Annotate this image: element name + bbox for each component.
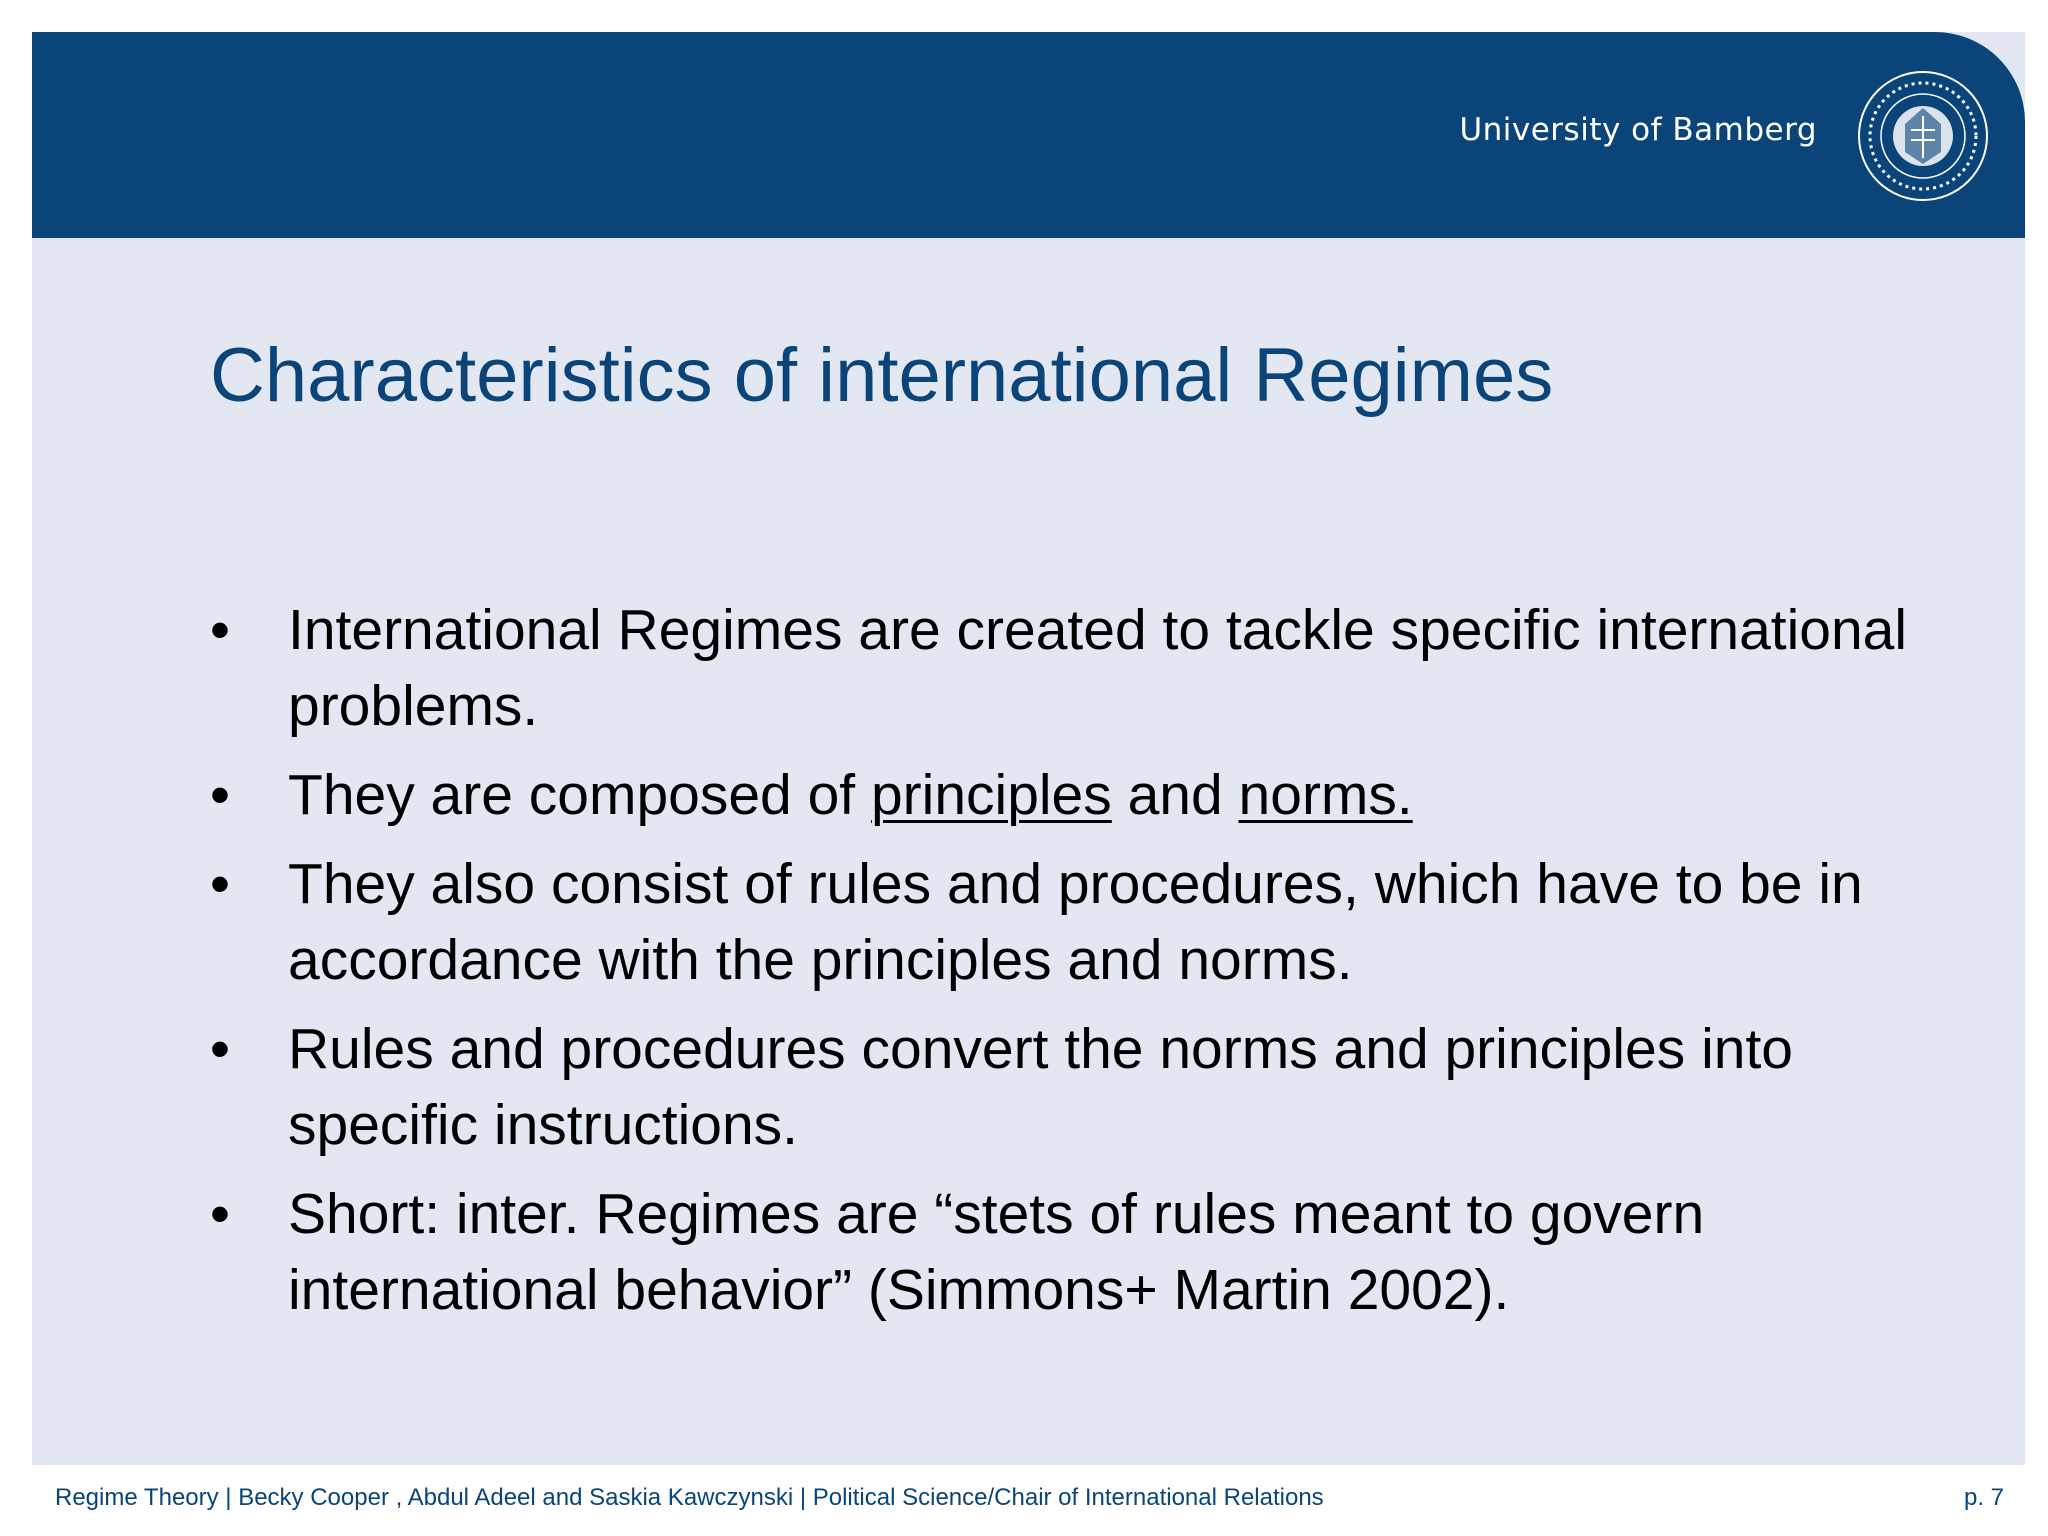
university-seal-icon bbox=[1855, 68, 1991, 204]
bullet-text: Short: inter. Regimes are “stets of rules meant to govern international behavior” (Simmons+ Martin 2002). bbox=[288, 1182, 1705, 1322]
slide-title: Characteristics of international Regimes bbox=[210, 333, 1554, 418]
bullet-item bbox=[210, 757, 1910, 833]
underlined-term-norms: norms. bbox=[1238, 763, 1413, 827]
slide bbox=[32, 32, 2025, 1465]
bullet-item bbox=[210, 1176, 1910, 1328]
header-bar bbox=[32, 32, 2025, 238]
footer bbox=[0, 1470, 2048, 1536]
underlined-term-principles: principles bbox=[870, 763, 1112, 827]
bullet-glyph: • bbox=[210, 598, 230, 662]
bullet-text: International Regimes are created to tackle specific international problems. bbox=[288, 598, 1908, 738]
bullet-glyph: • bbox=[210, 1017, 230, 1081]
bullet-item bbox=[210, 592, 1910, 744]
bullet-list bbox=[210, 592, 1910, 1341]
bullet-item bbox=[210, 1011, 1910, 1163]
bullet-glyph: • bbox=[210, 852, 230, 916]
bullet-text: They also consist of rules and procedures, which have to be in accordance with the principles and norms. bbox=[288, 852, 1863, 992]
bullet-item bbox=[210, 846, 1910, 998]
bullet-text: and bbox=[1111, 763, 1239, 827]
bullet-glyph: • bbox=[210, 763, 230, 827]
university-name: University of Bamberg bbox=[1459, 112, 1817, 148]
bullet-text: Rules and procedures convert the norms and principles into specific instructions. bbox=[288, 1017, 1793, 1157]
bullet-glyph: • bbox=[210, 1182, 230, 1246]
page-number: p. 7 bbox=[1963, 1484, 2004, 1511]
footer-credits: Regime Theory | Becky Cooper , Abdul Adeel and Saskia Kawczynski | Political Science/Chair of International Relations bbox=[55, 1484, 1324, 1511]
bullet-text: They are composed of bbox=[288, 763, 871, 827]
